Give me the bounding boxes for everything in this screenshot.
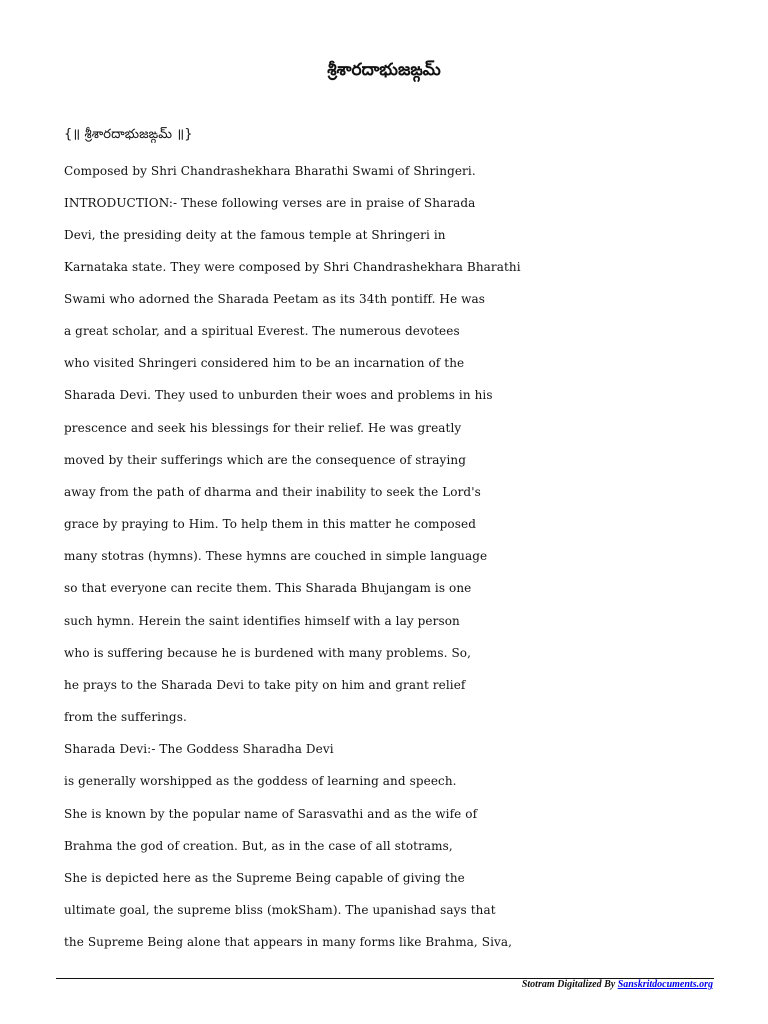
body-line: grace by praying to Him. To help them in this matter he composed (64, 517, 476, 531)
body-line: so that everyone can recite them. This Sharada Bhujangam is one (64, 581, 472, 595)
body-line: Devi, the presiding deity at the famous temple at Shringeri in (64, 228, 446, 242)
page-title: శ్రీశారదాభుజఙ్గమ్ (327, 60, 441, 80)
body-line: such hymn. Herein the saint identifies himself with a lay person (64, 614, 460, 628)
body-line: he prays to the Sharada Devi to take pity on him and grant relief (64, 678, 466, 692)
sub-heading: {॥ శ్రీశారదాభుజఙ్గమ్ ॥} (64, 127, 193, 142)
body-line: from the sufferings. (64, 710, 187, 724)
body-line: the Supreme Being alone that appears in many forms like Brahma, Siva, (64, 935, 513, 949)
body-line: is generally worshipped as the goddess of learning and speech. (64, 774, 457, 788)
body-line: a great scholar, and a spiritual Everest. The numerous devotees (64, 324, 460, 338)
body-line: Sharada Devi:- The Goddess Sharadha Devi (64, 742, 334, 756)
body-line: ultimate goal, the supreme bliss (mokSham). The upanishad says that (64, 903, 496, 917)
body-line: who visited Shringeri considered him to be an incarnation of the (64, 356, 465, 370)
body-line: Sharada Devi. They used to unburden their woes and problems in his (64, 388, 493, 402)
body-line: away from the path of dharma and their inability to seek the Lord's (64, 485, 481, 499)
body-line: INTRODUCTION:- These following verses are in praise of Sharada (64, 196, 476, 210)
body-line: Karnataka state. They were composed by Shri Chandrashekhara Bharathi (64, 260, 521, 274)
footer (522, 979, 713, 990)
body-line: She is depicted here as the Supreme Being capable of giving the (64, 871, 465, 885)
body-line: moved by their sufferings which are the consequence of straying (64, 453, 466, 467)
footer-label: Stotram Digitalized By (521, 979, 618, 990)
body-line: Composed by Shri Chandrashekhara Bharathi Swami of Shringeri. (64, 164, 476, 178)
body-line: She is known by the popular name of Sarasvathi and as the wife of (64, 807, 478, 821)
footer-link[interactable]: Sanskritdocuments.org (617, 979, 713, 990)
body-line: Brahma the god of creation. But, as in the case of all stotrams, (64, 839, 453, 853)
body-line: many stotras (hymns). These hymns are couched in simple language (64, 549, 488, 563)
body-line: prescence and seek his blessings for their relief. He was greatly (64, 421, 462, 435)
body-line: Swami who adorned the Sharada Peetam as its 34th pontiff. He was (64, 292, 485, 306)
body-line: who is suffering because he is burdened with many problems. So, (64, 646, 472, 660)
